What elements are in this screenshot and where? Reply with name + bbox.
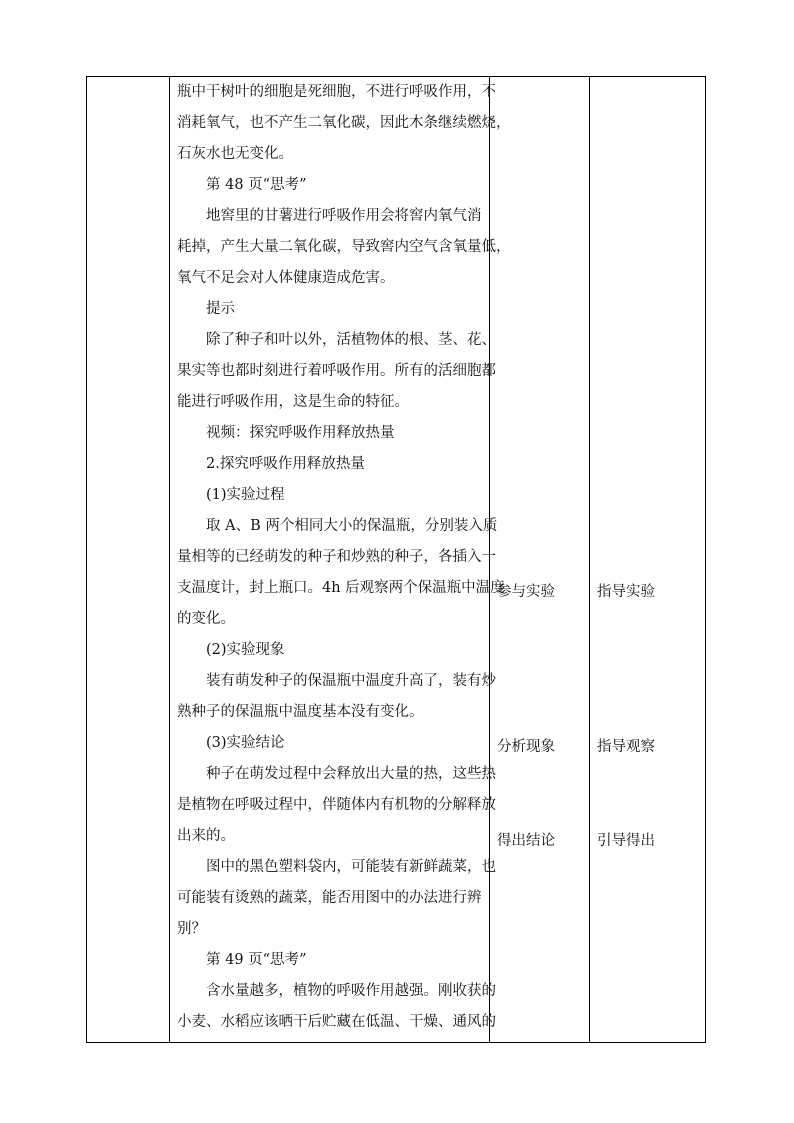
content-line: 含水量越多，植物的呼吸作用越强。刚收获的 xyxy=(206,983,496,999)
content-line: 氧气不足会对人体健康造成危害。 xyxy=(177,270,395,286)
content-line: 种子在萌发过程中会释放出大量的热，这些热 xyxy=(206,766,496,782)
content-line: 果实等也都时刻进行着呼吸作用。所有的活细胞都 xyxy=(177,363,496,379)
lesson-table xyxy=(86,76,706,1043)
teacher-activity: 指导实验 xyxy=(597,584,655,600)
content-line: 消耗氧气，也不产生二氧化碳，因此木条继续燃烧， xyxy=(177,115,511,131)
content-line: 视频：探究呼吸作用释放热量 xyxy=(206,425,395,441)
content-line: 出来的。 xyxy=(177,828,235,844)
content-line: 石灰水也无变化。 xyxy=(177,146,293,162)
student-activity: 分析现象 xyxy=(497,739,555,755)
content-line: 耗掉，产生大量二氧化碳，导致窖内空气含氧量低， xyxy=(177,239,511,255)
content-line: 除了种子和叶以外，活植物体的根、茎、花、 xyxy=(206,332,496,348)
content-line: 地窖里的甘薯进行呼吸作用会将窖内氧气消 xyxy=(206,208,482,224)
teacher-activity: 引导得出 xyxy=(597,833,655,849)
teaching-content-column xyxy=(173,77,511,1042)
student-activity: 参与实验 xyxy=(497,584,555,600)
column-divider xyxy=(169,77,170,1042)
content-line: 的变化。 xyxy=(177,611,235,627)
content-line: 图中的黑色塑料袋内，可能装有新鲜蔬菜，也 xyxy=(206,859,496,875)
content-line: 第 49 页“思考” xyxy=(206,952,307,968)
content-line: 第 48 页“思考” xyxy=(206,177,307,193)
content-line: (2)实验现象 xyxy=(206,642,285,658)
content-line: 瓶中干树叶的细胞是死细胞，不进行呼吸作用，不 xyxy=(177,84,496,100)
content-line: 是植物在呼吸过程中，伴随体内有机物的分解释放 xyxy=(177,797,496,813)
student-activity: 得出结论 xyxy=(497,833,555,849)
teacher-activity: 指导观察 xyxy=(597,739,655,755)
content-line: (3)实验结论 xyxy=(206,735,285,751)
content-line: 能进行呼吸作用，这是生命的特征。 xyxy=(177,394,409,410)
content-line: 2.探究呼吸作用释放热量 xyxy=(206,456,365,472)
content-line: 量相等的已经萌发的种子和炒熟的种子，各插入一 xyxy=(177,549,496,565)
content-line: 别？ xyxy=(177,921,206,937)
column-divider xyxy=(589,77,590,1042)
content-line: 取 A、B 两个相同大小的保温瓶，分别装入质 xyxy=(206,518,498,534)
content-line: 装有萌发种子的保温瓶中温度升高了，装有炒 xyxy=(206,673,496,689)
content-line: 支温度计，封上瓶口。4h 后观察两个保温瓶中温度 xyxy=(177,580,505,596)
content-line: 提示 xyxy=(206,301,235,317)
content-line: 小麦、水稻应该晒干后贮藏在低温、干燥、通风的 xyxy=(177,1014,496,1030)
content-line: (1)实验过程 xyxy=(206,487,285,503)
content-line: 熟种子的保温瓶中温度基本没有变化。 xyxy=(177,704,424,720)
content-line: 可能装有烫熟的蔬菜，能否用图中的办法进行辨 xyxy=(177,890,482,906)
